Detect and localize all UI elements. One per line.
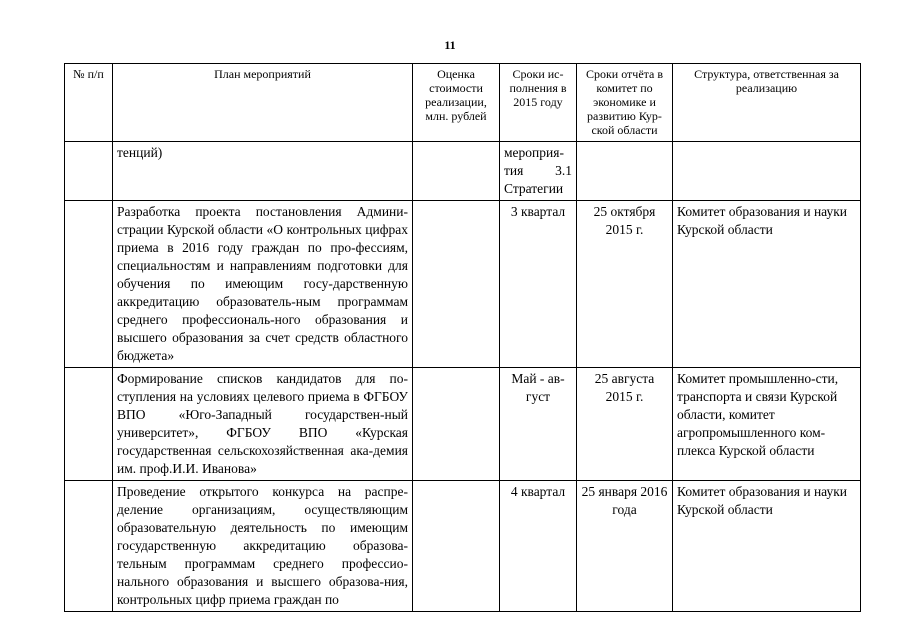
cell-responsible: Комитет образования и науки Курской области <box>673 481 861 612</box>
cell-cost <box>413 368 500 481</box>
header-responsible: Структура, ответственная за реализацию <box>673 64 861 142</box>
header-num: № п/п <box>65 64 113 142</box>
cell-num <box>65 142 113 201</box>
header-cost: Оценка стоимости реализации, млн. рублей <box>413 64 500 142</box>
cell-term: мероприя-тия 3.1 Стратегии <box>500 142 577 201</box>
table-row <box>65 201 861 368</box>
table-row <box>65 142 861 201</box>
cell-report: 25 января 2016 года <box>577 481 673 612</box>
cell-num <box>65 481 113 612</box>
table-header-row <box>65 64 861 142</box>
cell-report: 25 октября 2015 г. <box>577 201 673 368</box>
cell-num <box>65 368 113 481</box>
cell-plan: тенций) <box>113 142 413 201</box>
table-row <box>65 368 861 481</box>
cell-plan: Проведение открытого конкурса на распре-деление организациям, осуществляющим образовательную деятельность по имеющим государственную аккредитацию образова-тельным программам среднего профессио-нального образования и высшего образова-ния, контрольных цифр приема граждан по <box>113 481 413 612</box>
cell-cost <box>413 481 500 612</box>
cell-term: 4 квартал <box>500 481 577 612</box>
cell-responsible: Комитет образования и науки Курской области <box>673 201 861 368</box>
cell-responsible: Комитет промышленно-сти, транспорта и связи Курской области, комитет агропромышленного ком-плекса Курской области <box>673 368 861 481</box>
cell-responsible <box>673 142 861 201</box>
cell-term: 3 квартал <box>500 201 577 368</box>
cell-cost <box>413 142 500 201</box>
cell-report <box>577 142 673 201</box>
table-row <box>65 481 861 612</box>
header-plan: План мероприятий <box>113 64 413 142</box>
cell-term: Май - ав-густ <box>500 368 577 481</box>
page-number: 11 <box>444 38 456 52</box>
header-report: Сроки отчёта в комитет по экономике и развитию Кур-ской области <box>577 64 673 142</box>
action-plan-table <box>64 63 861 612</box>
cell-plan: Разработка проекта постановления Админи-страции Курской области «О контрольных цифрах приема в 2016 году граждан по про-фессиям, специальностям и направлениям подготовки для обучения по имеющим госу-дарственную аккредитацию образователь-ным программам среднего профессиональ-ного образования и высшего образования за счет средств областного бюджета» <box>113 201 413 368</box>
header-term: Сроки ис-полнения в 2015 году <box>500 64 577 142</box>
cell-report: 25 августа 2015 г. <box>577 368 673 481</box>
cell-cost <box>413 201 500 368</box>
cell-plan: Формирование списков кандидатов для по-ступления на условиях целевого приема в ФГБОУ ВПО «Юго-Западный государствен-ный университет», ФГБОУ ВПО «Курская государственная сельскохозяйственная ака-демия им. проф.И.И. Иванова» <box>113 368 413 481</box>
cell-num <box>65 201 113 368</box>
